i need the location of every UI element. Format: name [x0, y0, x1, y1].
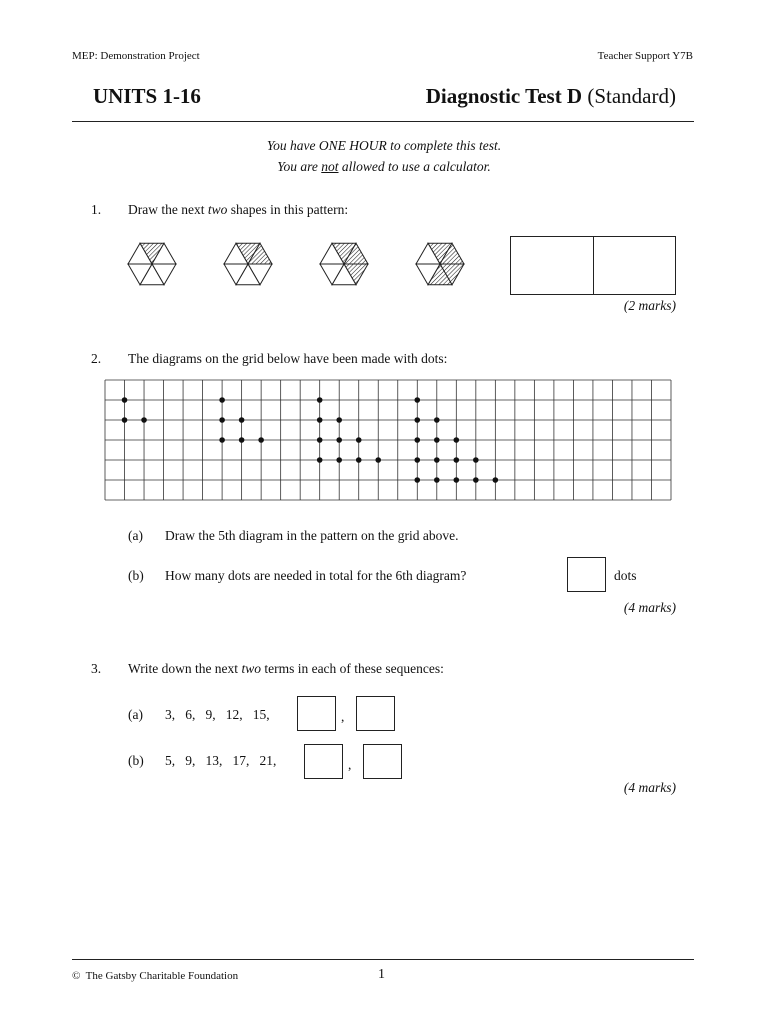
grid-dot — [375, 457, 381, 463]
q3b-sequence: 5, 9, 13, 17, 21, — [165, 753, 277, 768]
test-title-regular: (Standard) — [587, 84, 676, 108]
hexagon-shape-2 — [224, 243, 272, 285]
q3b-comma: , — [348, 757, 352, 772]
q3a-sequence: 3, 6, 9, 12, 15, — [165, 707, 270, 722]
grid-dot — [336, 417, 342, 423]
q1-marks: (2 marks) — [623, 298, 676, 313]
header-rule — [72, 121, 694, 122]
q3-text-pre: Write down the next — [128, 661, 242, 676]
instr1-post: to complete this test. — [386, 138, 502, 153]
grid-dot — [317, 457, 323, 463]
q1-number: 1. — [91, 202, 102, 217]
q3-text-post: terms in each of these sequences: — [260, 661, 444, 676]
q2b-label: (b) — [128, 568, 144, 583]
q2b-unit: dots — [614, 568, 637, 583]
instruction-calculator — [184, 159, 584, 175]
q1-answer-divider — [593, 237, 594, 294]
grid-dot — [493, 477, 499, 483]
hexagon-shape-4 — [416, 243, 464, 285]
instruction-time — [184, 138, 584, 154]
header-support: Teacher Support Y7B — [597, 50, 693, 62]
q3b-label: (b) — [128, 753, 144, 768]
grid-dot — [219, 397, 225, 403]
grid-dot — [414, 457, 420, 463]
q2-number: 2. — [91, 351, 102, 366]
q3a-label: (a) — [128, 707, 143, 722]
copyright-text: The Gatsby Charitable Foundation — [85, 970, 239, 982]
instr2-post: allowed to use a calculator. — [338, 159, 491, 174]
test-title — [360, 84, 676, 109]
grid-dot — [414, 417, 420, 423]
grid-dot — [317, 397, 323, 403]
grid-dot — [434, 457, 440, 463]
q1-answer-box[interactable] — [510, 236, 676, 295]
grid-dot — [473, 477, 479, 483]
grid-dot — [414, 437, 420, 443]
q2a-text: Draw the 5th diagram in the pattern on the grid above. — [165, 528, 459, 543]
grid-dot — [356, 457, 362, 463]
footer-rule — [72, 959, 694, 960]
q3-number: 3. — [91, 661, 102, 676]
instr2-underline: not — [321, 159, 339, 174]
grid-dot — [239, 437, 245, 443]
grid-dot — [454, 457, 460, 463]
q3-text-em: two — [241, 661, 261, 676]
q3a-comma: , — [341, 709, 345, 724]
q2-text: The diagrams on the grid below have been made with dots: — [128, 351, 448, 366]
q2-marks: (4 marks) — [623, 600, 676, 615]
grid-dot — [454, 437, 460, 443]
hexagon-pattern — [120, 234, 500, 294]
q2a-label: (a) — [128, 528, 143, 543]
grid-dot — [434, 477, 440, 483]
footer-copyright — [72, 970, 238, 982]
grid-dot — [317, 417, 323, 423]
header-project: MEP: Demonstration Project — [72, 50, 200, 62]
q3-marks: (4 marks) — [623, 780, 676, 795]
grid-dot — [336, 457, 342, 463]
grid-dot — [414, 397, 420, 403]
instr1-caps: ONE HOUR — [318, 138, 387, 153]
dot-grid[interactable] — [104, 379, 684, 503]
q3-text — [128, 661, 444, 677]
grid-dot — [414, 477, 420, 483]
q2b-answer-box[interactable] — [567, 557, 606, 592]
q1-text-em: two — [207, 202, 228, 217]
grid-dot — [317, 437, 323, 443]
units-title: UNITS 1-16 — [93, 84, 201, 108]
grid-dot — [122, 417, 128, 423]
q2b-text: How many dots are needed in total for the 6th diagram? — [165, 568, 467, 583]
test-title-bold: Diagnostic Test D — [425, 84, 583, 108]
grid-dot — [434, 417, 440, 423]
instr1-pre: You have — [266, 138, 319, 153]
q1-text-pre: Draw the next — [128, 202, 208, 217]
grid-dot — [454, 477, 460, 483]
grid-dot — [122, 397, 128, 403]
grid-dot — [239, 417, 245, 423]
grid-dot — [141, 417, 147, 423]
q3a-answer-box-2[interactable] — [356, 696, 395, 731]
grid-dot — [473, 457, 479, 463]
grid-dot — [219, 417, 225, 423]
q3b-answer-box-2[interactable] — [363, 744, 402, 779]
hexagon-shape-3 — [320, 243, 368, 285]
q3b-answer-box-1[interactable] — [304, 744, 343, 779]
copyright-icon: © — [72, 970, 81, 982]
grid-dot — [219, 437, 225, 443]
q1-text-post: shapes in this pattern: — [227, 202, 349, 217]
hexagon-shape-1 — [128, 243, 176, 285]
grid-dot — [258, 437, 264, 443]
grid-dot — [356, 437, 362, 443]
q3a-answer-box-1[interactable] — [297, 696, 336, 731]
grid-dot — [434, 437, 440, 443]
grid-dot — [336, 437, 342, 443]
page-number: 1 — [378, 967, 385, 982]
instr2-pre: You are — [277, 159, 322, 174]
q1-text — [128, 202, 348, 218]
